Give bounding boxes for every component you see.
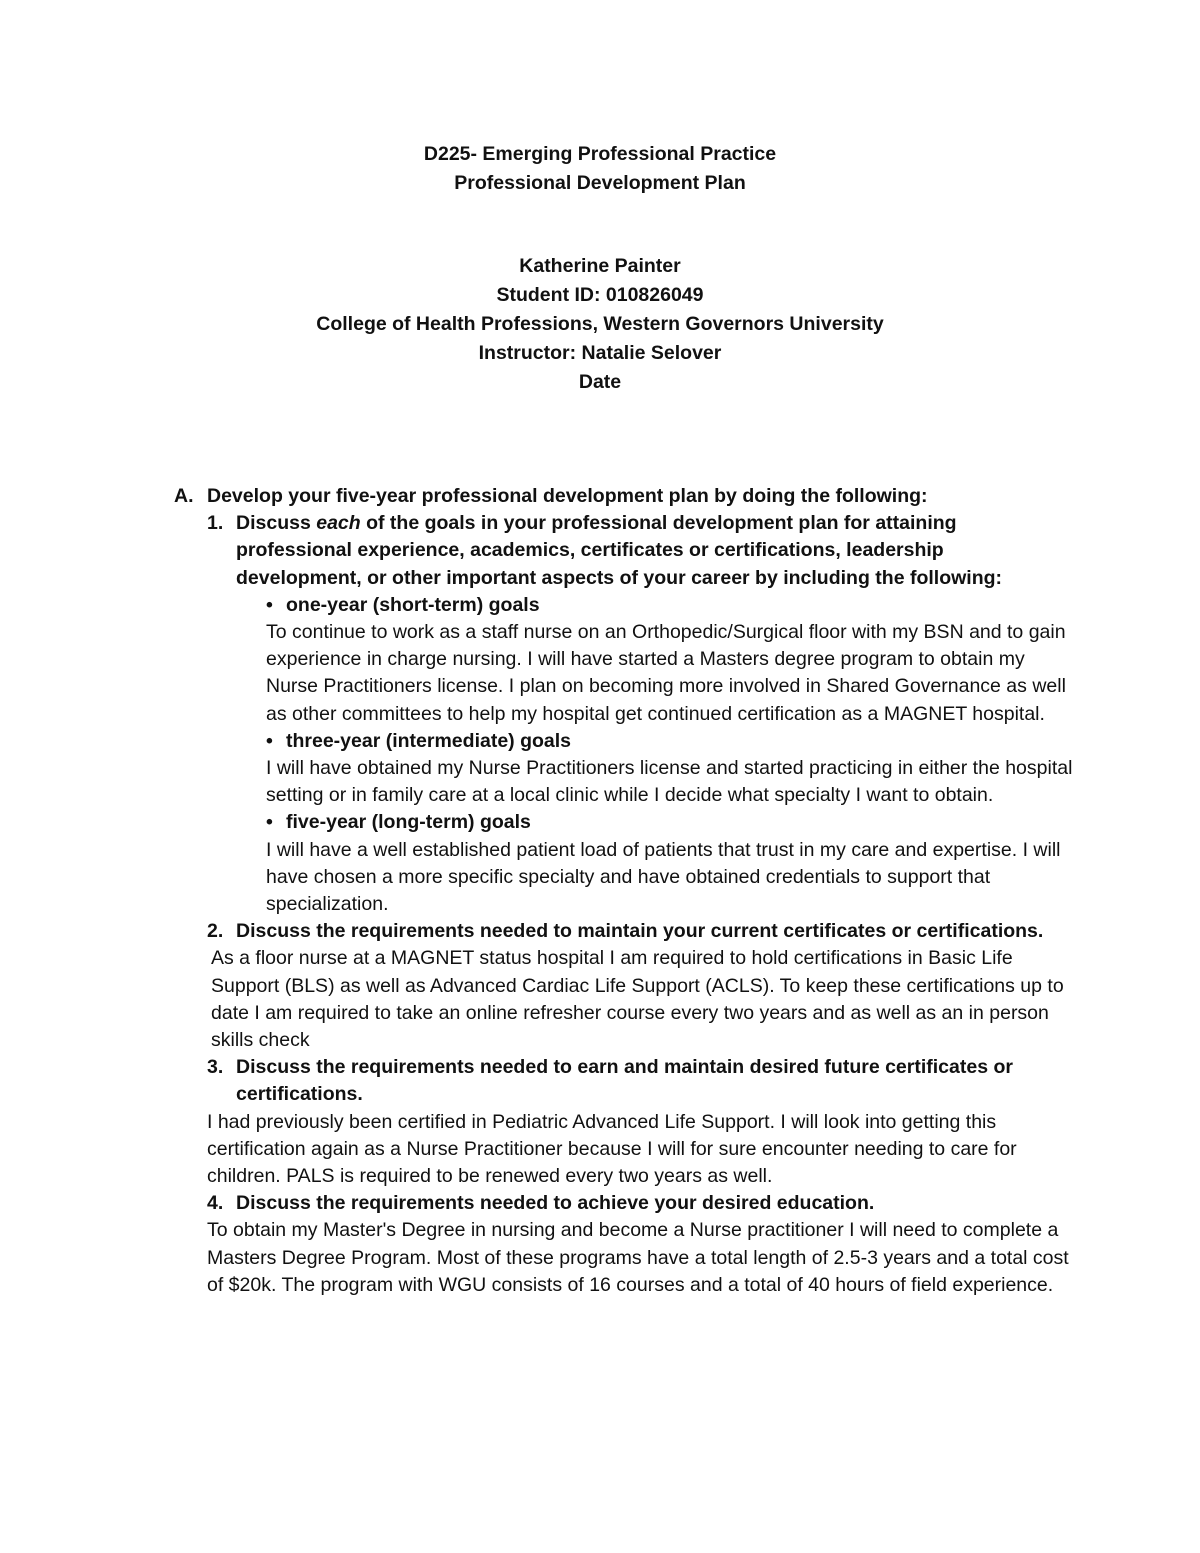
question-number: 2. [207,920,224,943]
goal-label [266,809,1074,836]
goal-one-year [207,592,1074,728]
question-number: 1. [207,512,224,535]
section-letter: A. [174,485,194,507]
bullet-icon: • [266,729,273,752]
goal-three-year [207,728,1074,810]
spacer [0,198,1200,252]
goal-answer: I will have obtained my Nurse Practitioners license and started practicing in either the hospital setting or in family care at a local clinic while I decide what specialty I want to obtain. [266,757,1073,807]
section-heading: Develop your five-year professional development plan by doing the following: [207,485,928,507]
goal-label [266,592,1074,619]
bullet-icon: • [266,593,273,616]
question-2-answer: As a floor nurse at a MAGNET status hospital I am required to hold certifications in Basic Life Support (BLS) as well as Advanced Cardiac Life Support (ACLS). To keep these certifications up to date I am required to take an online refresher course every two years and as well as an in person skills check [211,947,1064,1052]
college-name: College of Health Professions, Western Governors University [316,313,884,335]
question-1 [174,510,1074,918]
question-4-prompt [207,1190,1074,1217]
question-3-prompt [207,1054,1074,1108]
bullet-icon: • [266,811,273,834]
date-line: Date [578,371,622,393]
goal-answer: To continue to work as a staff nurse on an Orthopedic/Surgical floor with my BSN and to gain experience in charge nursing. I will have started a Masters degree program to obtain my Nurse Practitioners license. I plan on becoming more involved in Shared Governance as well as other committees to help my hospital get continued certification as a MAGNET hospital. [266,621,1066,725]
question-3-answer: I had previously been certified in Pediatric Advanced Life Support. I will look into getting this certification again as a Nurse Practitioner because I will for sure encounter needing to care for children. PALS is required to be renewed every two years as well. [207,1110,1017,1188]
student-name: Katherine Painter [519,255,681,277]
instructor-name: Instructor: Natalie Selover [478,342,722,364]
document-title: Professional Development Plan [454,172,746,194]
plan-content [174,483,1074,1299]
question-text: Discuss the requirements needed to earn and maintain desired future certificates or certifications. [236,1056,1013,1106]
question-emphasis: each [316,512,361,535]
goal-label-text: one-year (short-term) goals [286,593,540,616]
title-block [0,140,1200,397]
goal-label-text: three-year (intermediate) goals [286,729,572,752]
question-2-prompt [207,918,1074,945]
question-4 [174,1190,1074,1299]
goal-label-text: five-year (long-term) goals [286,811,531,834]
question-number: 3. [207,1056,224,1079]
question-text: Discuss the requirements needed to maintain your current certificates or certifications. [236,920,1044,943]
question-3 [174,1054,1074,1190]
question-text-part: Discuss [236,512,317,535]
question-4-answer: To obtain my Master's Degree in nursing and become a Nurse practitioner I will need to complete a Masters Degree Program. Most of these programs have a total length of 2.5-3 years and a total cost of $20k. The program with WGU consists of 16 courses and a total of 40 hours of field experience. [207,1219,1069,1296]
question-number: 4. [207,1192,224,1215]
question-text-part: of the goals in your professional development plan for attaining professional experience, academics, certificates or certifications, leadership development, or other important aspects of your career by including the following: [236,512,1003,589]
question-text [236,510,1074,592]
goal-answer: I will have a well established patient load of patients that trust in my care and expertise. I will have chosen a more specific specialty and have obtained credentials to support that specialization. [266,838,1061,916]
student-id: Student ID: 010826049 [496,284,704,306]
question-2 [174,918,1074,1054]
question-text: Discuss the requirements needed to achieve your desired education. [236,1192,875,1215]
goal-label [266,728,1074,755]
course-title: D225- Emerging Professional Practice [423,143,777,165]
question-1-prompt [207,510,1074,592]
goal-five-year [207,809,1074,918]
section-a-heading [174,483,1074,510]
